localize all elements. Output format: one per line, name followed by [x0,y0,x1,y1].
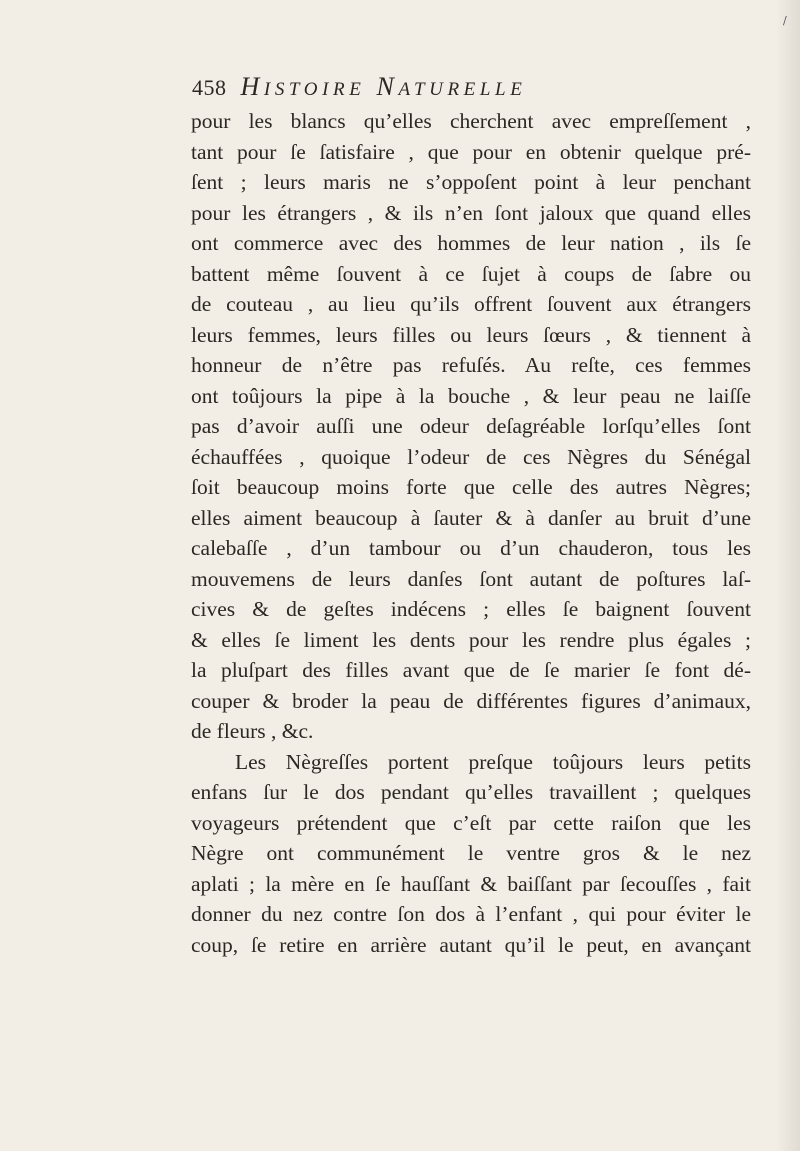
text-line: ſoit beaucoup moins forte que celle des autres Nègres; [191,475,751,499]
text-line: elles aiment beaucoup à ſauter & à danſer au bruit d’une [191,505,751,530]
text-line: voyageurs prétendent que c’eſt par cette raiſon que les [191,810,751,835]
text-line: couper & broder la peau de différentes figures d’animaux, [191,688,751,713]
body-text [191,106,751,960]
text-line: pas d’avoir auſſi une odeur deſagréable lorſqu’elles ſont [191,414,751,438]
running-title-rest-1: ISTOIRE [263,79,366,100]
text-line: pour les blancs qu’elles cherchent avec empreſſement , [191,109,751,133]
text-line: ont commerce avec des hommes de leur nation , ils ſe [191,231,751,255]
text-line: enfans ſur le dos pendant qu’elles travaillent ; quelques [191,780,751,804]
text-line: honneur de n’être pas refuſés. Au reſte, ces femmes [191,353,751,377]
text-line: aplati ; la mère en ſe hauſſant & baiſſant par ſecouſſes , fait [191,871,751,896]
corner-mark: / [783,14,787,27]
running-title-cap-2: N [376,72,399,101]
paragraph-2 [191,747,751,961]
text-line: donner du nez contre ſon dos à l’enfant , qui pour éviter le [191,902,751,926]
page-header [192,72,526,102]
text-line: tant pour ſe ſatisfaire , que pour en obtenir quelque pré- [191,139,751,164]
text-line: Les Nègreſſes portent preſque toûjours leurs petits [235,749,751,774]
text-line: & elles ſe liment les dents pour les rendre plus égales ; [191,627,751,652]
text-line: ont toûjours la pipe à la bouche , & leur peau ne laiſſe [191,383,751,408]
text-line: échauffées , quoique l’odeur de ces Nègres du Sénégal [191,444,751,469]
running-title [241,72,527,102]
text-line: calebaſſe , d’un tambour ou d’un chauderon, tous les [191,536,751,560]
text-line: pour les étrangers , & ils n’en ſont jaloux que quand elles [191,200,751,225]
text-line: leurs femmes, leurs filles ou leurs ſœurs , & tiennent à [191,322,751,347]
text-line: mouvemens de leurs danſes ſont autant de poſtures laſ- [191,566,751,591]
text-line: de fleurs , &c. [191,719,314,743]
text-line: Nègre ont communément le ventre gros & le nez [191,841,751,865]
page-number: 458 [192,75,227,100]
text-line: la pluſpart des filles avant que de ſe marier ſe font dé- [191,658,751,682]
text-line: de couteau , au lieu qu’ils offrent ſouvent aux étrangers [191,292,751,316]
text-line: cives & de geſtes indécens ; elles ſe baignent ſouvent [191,597,751,621]
running-title-rest-2: ATURELLE [398,79,527,100]
paragraph-1 [191,106,751,747]
text-line: ſent ; leurs maris ne s’oppoſent point à leur penchant [191,170,751,194]
text-line: coup, ſe retire en arrière autant qu’il le peut, en avançant [191,932,751,957]
text-line: battent même ſouvent à ce ſujet à coups de ſabre ou [191,261,751,286]
running-title-cap-1: H [240,72,264,101]
